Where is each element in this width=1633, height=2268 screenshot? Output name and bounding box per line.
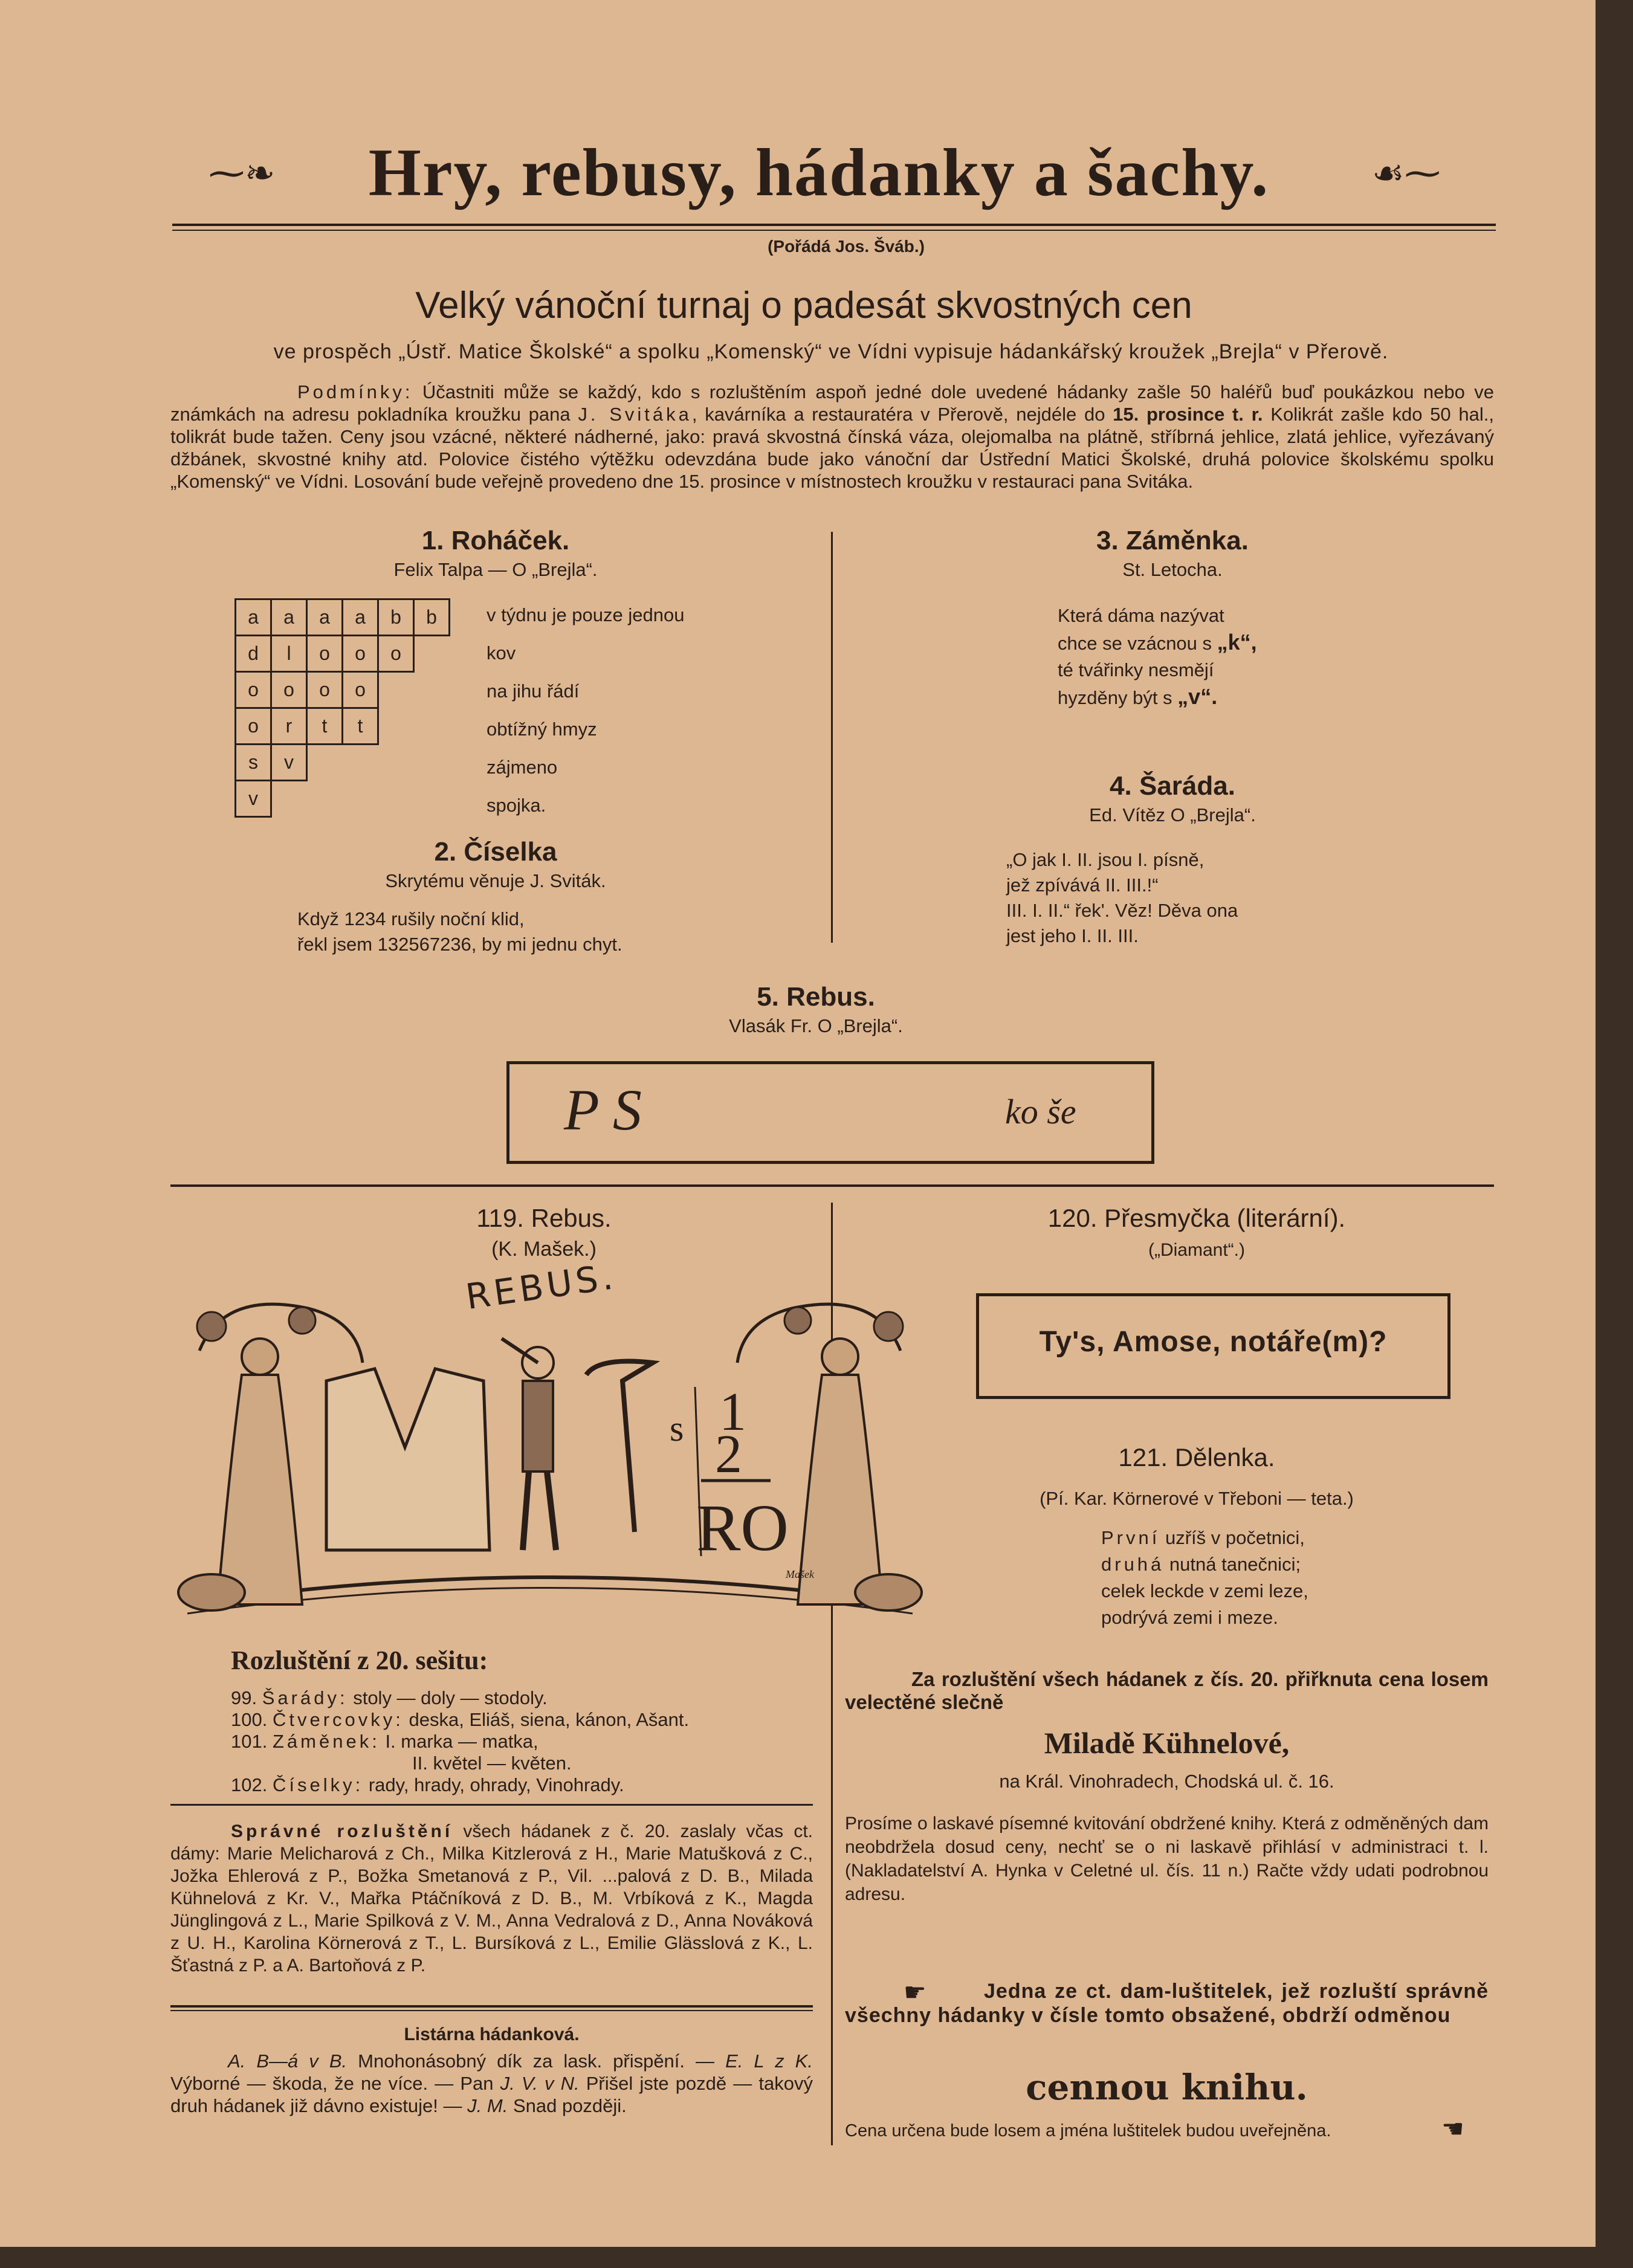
grid-row (236, 781, 450, 817)
vest-icon (326, 1369, 490, 1550)
rebus5-author: Vlasák Fr. O „Brejla“. (729, 1015, 903, 1036)
solution-item (231, 1709, 689, 1731)
zamenka-line (1058, 629, 1481, 657)
grid-cell: a (343, 599, 378, 636)
delenka-line-text: uzříš v početnici, (1165, 1527, 1305, 1548)
rohacek-clue: na jihu řádí (487, 680, 580, 702)
rebus5-box (506, 1061, 1154, 1164)
zamenka-line (1058, 683, 1481, 711)
rohacek-author: Felix Talpa — O „Brejla“. (393, 559, 598, 580)
page-title: Hry, rebusy, hádanky a šachy. (368, 135, 1270, 210)
grid-blank (378, 672, 414, 708)
rebus119-heading: 119. Rebus. (476, 1204, 612, 1232)
listarna-addressee: J. M. (467, 2095, 508, 2116)
delenka-line (1101, 1525, 1524, 1551)
grid-cell: t (343, 708, 378, 745)
solution-num: 100. (231, 1709, 268, 1730)
rohacek-clue: spojka. (487, 795, 546, 816)
listarna-addressee: A. B—á v B. (228, 2050, 348, 2072)
rebus119-illustration (175, 1255, 925, 1629)
rebus-numerator: 1 (719, 1382, 746, 1442)
promo-text: Jedna ze ct. dam-luštitelek, jež rozluští správně všechny hádanky v čísle tomto obsažené, obdrží odměnou (845, 1980, 1489, 2027)
grid-cell: a (307, 599, 343, 636)
solution-num: 101. (231, 1731, 268, 1752)
listarna-addressee: J. V. v N. (500, 2073, 580, 2094)
rebus-ro: RO (696, 1491, 789, 1565)
grid-blank (378, 781, 414, 817)
listarna-reply: Snad později. (513, 2095, 627, 2116)
rohacek-clue: v týdnu je pouze jednou (487, 604, 685, 625)
tournament-heading: Velký vánoční turnaj o padesát skvostných cen (415, 285, 1192, 326)
grid-cell: v (271, 745, 307, 781)
title-rule (172, 224, 1496, 226)
hook-icon (586, 1362, 653, 1533)
award-address: na Král. Vinohradech, Chodská ul. č. 16. (999, 1771, 1334, 1792)
promo-prize: cennou knihu. (1026, 2067, 1308, 2108)
presmycka-heading: 120. Přesmyčka (literární). (1047, 1204, 1346, 1232)
right-lady-figure (784, 1307, 922, 1611)
grid-cell: t (307, 708, 343, 745)
zamenka-line-text: chce se vzácnou s (1058, 633, 1212, 654)
rohacek-clue: kov (487, 642, 516, 664)
zamenka-line-text: hyzděny být s (1058, 687, 1172, 708)
sarada-text (1006, 847, 1490, 949)
listarna-rule-thin (170, 2010, 813, 2011)
solution-label: Záměnek: (272, 1731, 380, 1752)
delenka-line (1101, 1551, 1524, 1578)
grid-blank (343, 745, 378, 781)
award-request: Prosíme o laskavé písemné kvitování obdržené knihy. Která z odměněných dam neobdržela dosud ceny, nechť se o ni laskavě přihlásí v administraci t. l. (Nakladatelství A. Hynka v Celetné ul. čís. 11 n.) Račte vždy udati podrobnou adresu. (845, 1814, 1489, 1904)
award-winner: Miladě Kühnelové, (1044, 1726, 1290, 1760)
grid-cell: o (236, 708, 271, 745)
listarna-reply: Přišel jste pozdě — takový druh hádanek již dávno existuje! — (170, 2073, 813, 2116)
grid-row (236, 708, 450, 745)
conditions-label: Podmínky: (297, 381, 413, 402)
promo-footer: Cena určena bude losem a jména luštitelek budou uveřejněna. (845, 2121, 1331, 2140)
left-ornament-icon: ⁓❧ (209, 153, 276, 193)
rebus-banner: REBUS. (463, 1255, 619, 1318)
solution-text: II. květel — květen. (412, 1753, 572, 1774)
grid-cell: s (236, 745, 271, 781)
section-rule (170, 1184, 1494, 1187)
listarna-addressee: E. L z K. (725, 2050, 813, 2072)
deadline: 15. prosince t. r. (1113, 404, 1263, 425)
grid-blank (414, 672, 450, 708)
rebus5-right-text: ko še (1005, 1092, 1076, 1131)
right-ornament-icon: ☙⁓ (1372, 153, 1441, 193)
rebus-denominator: 2 (715, 1424, 742, 1484)
artist-signature: Mašek (786, 1568, 814, 1580)
grid-cell: b (414, 599, 450, 636)
grid-blank (414, 708, 450, 745)
sarada-line: „O jak I. II. jsou I. písně, (1006, 849, 1205, 870)
presmycka-text: Ty's, Amose, notáře(m)? (1039, 1326, 1388, 1358)
presmycka-author: („Diamant“.) (1148, 1240, 1245, 1260)
solution-label: Číselky: (272, 1774, 364, 1795)
sarada-line: jež zpívává II. III.!“ (1006, 874, 1159, 896)
solution-label: Šarády: (262, 1687, 348, 1708)
grid-cell: a (236, 599, 271, 636)
grid-cell: b (378, 599, 414, 636)
rohacek-clue: zájmeno (487, 757, 558, 778)
sarada-author: Ed. Vítěz O „Brejla“. (1089, 804, 1256, 825)
solution-item (231, 1774, 689, 1796)
listarna-reply: Mnohonásobný dík za lask. přispění. — (358, 2050, 715, 2072)
solution-text: stoly — doly — stodoly. (353, 1687, 548, 1708)
solution-item (231, 1687, 689, 1709)
grid-cell: r (271, 708, 307, 745)
treasurer-name: J. Svitáka (578, 404, 692, 425)
rebus119-author: (K. Mašek.) (491, 1238, 597, 1261)
grid-blank (378, 708, 414, 745)
grid-cell: o (307, 636, 343, 672)
sarada-line: III. I. II.“ řek'. Věz! Děva ona (1006, 900, 1238, 921)
grid-blank (343, 781, 378, 817)
grid-cell: o (307, 672, 343, 708)
rohacek-heading: 1. Roháček. (421, 526, 570, 555)
ciselka-author: Skrytému věnuje J. Sviták. (385, 870, 606, 891)
grid-blank (378, 745, 414, 781)
conditions-text-2: , kavárníka a restauratéra v Přerově, nejdéle do (691, 404, 1105, 425)
ciselka-line: Když 1234 rušily noční klid, (297, 908, 525, 929)
solution-num: 102. (231, 1774, 268, 1795)
zamenka-letter: „v“. (1177, 684, 1218, 709)
listarna-text (170, 2050, 813, 2117)
solution-text: deska, Eliáš, siena, kánon, Ašant. (409, 1709, 690, 1730)
award-announcement: Za rozluštění všech hádanek z čís. 20. přiřknuta cena losem velectěné slečně (845, 1668, 1489, 1713)
grid-row (236, 672, 450, 708)
listarna-heading: Listárna hádanková. (404, 2024, 580, 2044)
zamenka-text (1058, 603, 1481, 711)
rohacek-grid (234, 598, 450, 818)
presmycka-box (976, 1293, 1450, 1399)
zamenka-line: té tvářinky nesmějí (1058, 659, 1214, 680)
grid-cell: o (343, 636, 378, 672)
sarada-heading: 4. Šaráda. (1110, 771, 1235, 801)
correct-lead: Správné rozluštění (231, 1821, 453, 1841)
page-edge-bottom (0, 2247, 1633, 2268)
solution-text: I. marka — matka, (385, 1731, 538, 1752)
grid-row (236, 745, 450, 781)
page-edge-right (1596, 0, 1633, 2268)
solution-label: Čtvercovky: (272, 1709, 404, 1730)
delenka-word: druhá (1101, 1554, 1165, 1575)
ciselka-heading: 2. Číselka (434, 837, 557, 867)
solutions-list (231, 1687, 689, 1796)
delenka-text (1101, 1525, 1524, 1631)
conditions-text-3: Kolikrát zašle kdo 50 hal., tolikrát bude tažen. Ceny jsou vzácné, některé nádherné, jako: pravá skvostná čínská váza, olejomalba na plátně, stříbrná jehlice, zlatá jehlice, vyřezávaný džbánek, skvostné knihy atd. Polovice čistého výtěžku odevzdána bude jako vánoční dar Ústřední Matici Školské, druhá polovice školskému spolku „Komenský“ ve Vídni. Losování bude veřejně provedeno dne 15. prosince v místnostech kroužku v restauraci pana Svitáka. (170, 404, 1494, 492)
rebus5-heading: 5. Rebus. (757, 982, 875, 1012)
zamenka-author: St. Letocha. (1122, 559, 1223, 580)
grid-cell: o (343, 672, 378, 708)
grid-cell: l (271, 636, 307, 672)
delenka-word: První (1101, 1527, 1160, 1548)
conditions-text-1: Účastniti může se každý, kdo s rozluštěním aspoň jedné dole uvedené hádanky zašle 50 haléřů buď poukázkou nebo ve známkách na adresu pokladníka kroužku pana (170, 381, 1494, 425)
delenka-line: celek leckde v zemi leze, (1101, 1580, 1308, 1601)
correct-solvers (170, 1820, 813, 1977)
zamenka-line: Která dáma nazývat (1058, 605, 1224, 626)
sarada-line: jest jeho I. II. III. (1006, 925, 1139, 946)
delenka-line: podrývá zemi i meze. (1101, 1607, 1278, 1628)
rebus-s-letter: s (670, 1409, 684, 1449)
grid-cell: d (236, 636, 271, 672)
grid-blank (307, 745, 343, 781)
grid-blank (307, 781, 343, 817)
grid-cell: a (271, 599, 307, 636)
man-figure (502, 1339, 556, 1550)
grid-row (236, 599, 450, 636)
column-divider-top (831, 532, 833, 943)
listarna-reply: Výborné — škoda, že ne více. — Pan (170, 2073, 494, 2094)
pointing-hand-left-icon: ☚ (1441, 2116, 1464, 2144)
grid-blank (271, 781, 307, 817)
title-rule-thin (172, 230, 1496, 231)
solutions-heading: Rozluštění z 20. sešitu: (231, 1646, 488, 1675)
solution-num: 99. (231, 1687, 257, 1708)
left-lady-figure (178, 1307, 315, 1611)
correct-text: všech hádanek z č. 20. zaslaly včas ct. dámy: Marie Melicharová z Ch., Milka Kitzlerová z H., Marie Matušková z C., Jožka Ehlerová z P., Božka Smetanová z P., Vil. ...palová z D. B., Milada Kühnelová z Kr. V., Mařka Ptáčníková z D. B., M. Vrbíková z K., Magda Jünglingová z L., Marie Spilková z V. M., Anna Vedralová z D., Anna Nováková z U. H., Karolina Körnerová z T., L. Bursíková z L., Emilie Glässlová z K., L. Šťastná z P. a A. Bartoňová z P. (170, 1821, 813, 1976)
grid-cell: o (378, 636, 414, 672)
grid-cell: o (271, 672, 307, 708)
delenka-line-text: nutná tanečnici; (1169, 1554, 1301, 1575)
delenka-heading: 121. Dělenka. (1118, 1443, 1275, 1472)
listarna-rule (170, 2005, 813, 2008)
solution-item (231, 1753, 689, 1774)
pointing-hand-icon: ☛ (904, 1979, 926, 2007)
zamenka-heading: 3. Záměnka. (1096, 526, 1249, 555)
tournament-conditions (170, 381, 1494, 493)
zamenka-letter: „k“, (1217, 630, 1257, 654)
grid-row (236, 636, 450, 672)
grid-cell: v (236, 781, 271, 817)
ciselka-text (297, 906, 781, 957)
byline: (Pořádá Jos. Šváb.) (768, 237, 925, 256)
grid-cell: o (236, 672, 271, 708)
solutions-rule (170, 1804, 813, 1806)
ciselka-line: řekl jsem 132567236, by mi jednu chyt. (297, 934, 622, 955)
grid-blank (414, 636, 450, 672)
tournament-subheading: ve prospěch „Ústř. Matice Školské“ a spolku „Komenský“ ve Vídni vypisuje hádankářský kroužek „Brejla“ v Přerově. (273, 340, 1389, 363)
rebus5-left-letters: P S (564, 1077, 642, 1142)
delenka-author: (Pí. Kar. Körnerové v Třeboni — teta.) (1040, 1488, 1354, 1509)
solution-text: rady, hrady, ohrady, Vinohrady. (368, 1774, 624, 1795)
grid-blank (414, 781, 450, 817)
grid-blank (414, 745, 450, 781)
rohacek-clue: obtížný hmyz (487, 719, 597, 740)
solution-item (231, 1731, 689, 1753)
